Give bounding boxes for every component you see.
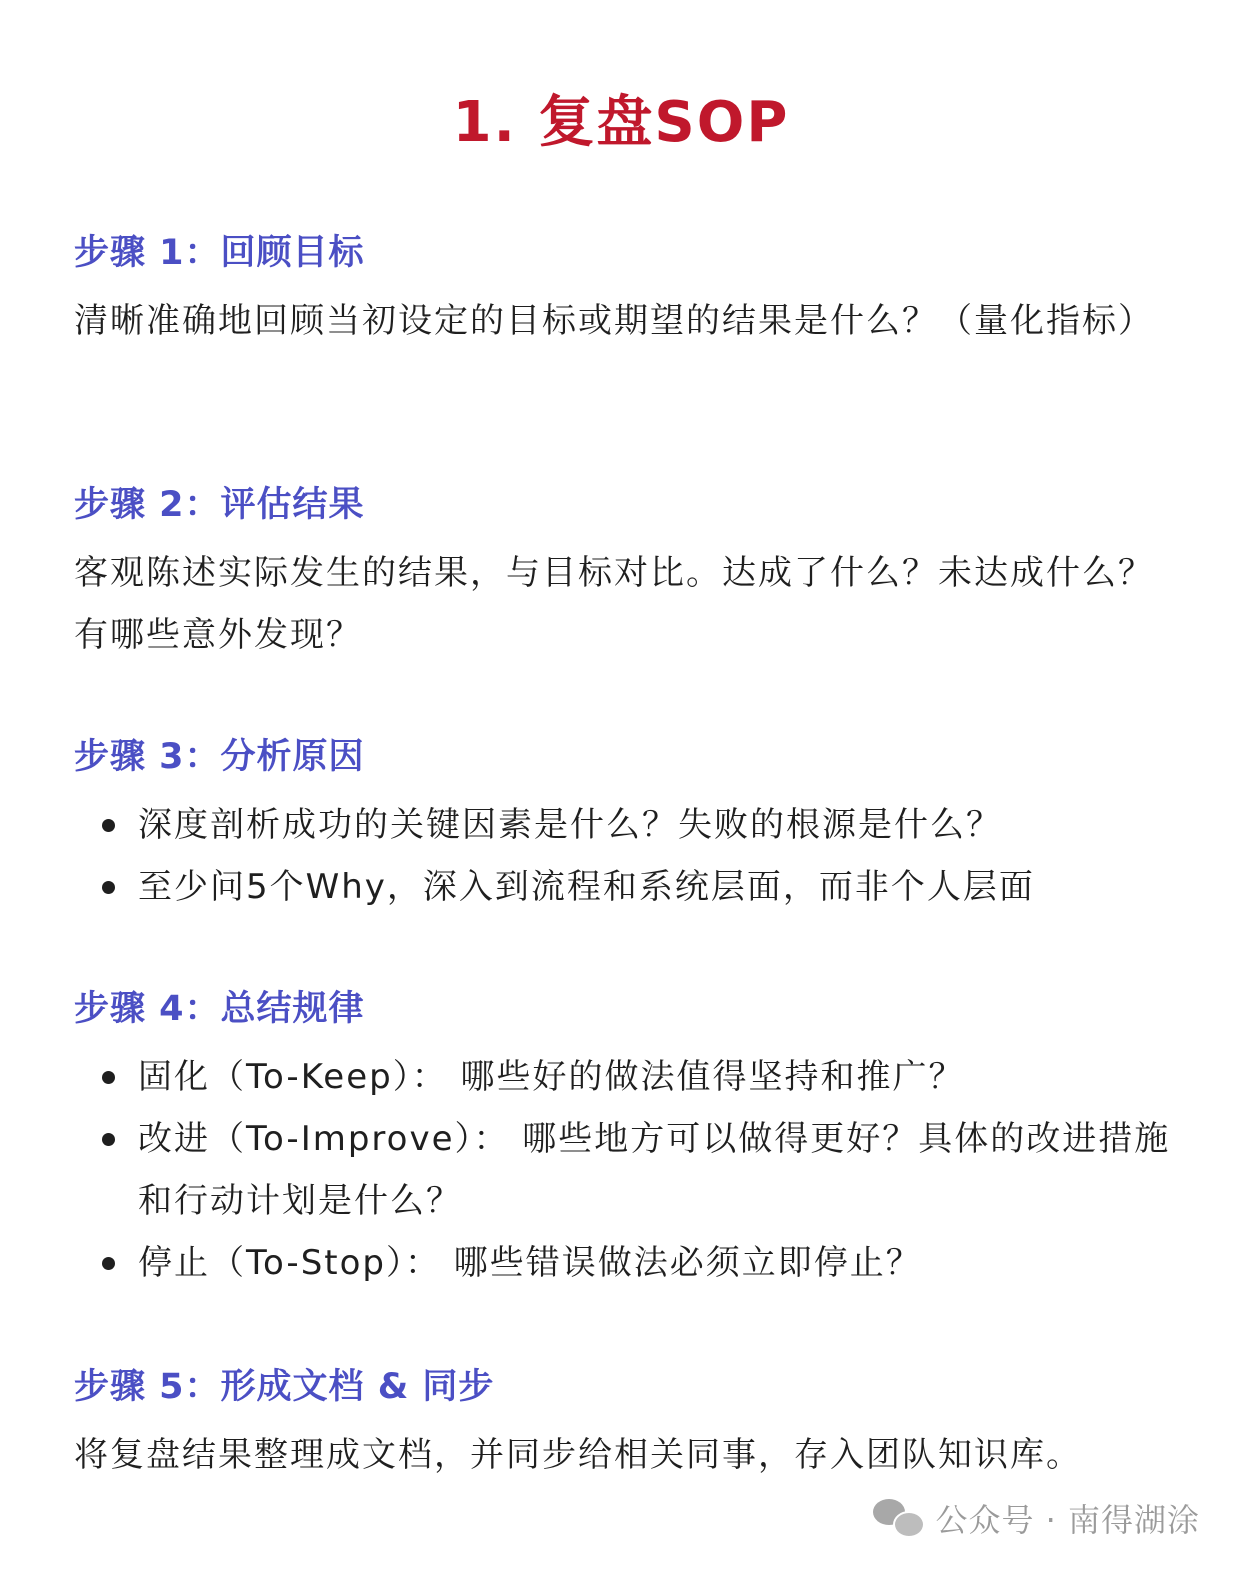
list-item [74, 856, 1174, 918]
list-item [74, 1046, 1174, 1108]
step-3-bullet-list [74, 794, 1174, 918]
list-item [74, 1108, 1174, 1232]
step-1-paragraph: 清晰准确地回顾当初设定的目标或期望的结果是什么？（量化指标） [74, 301, 1154, 341]
step-2-heading: 步骤 2：评估结果 [74, 485, 365, 525]
page-title: 1. 复盘SOP [452, 90, 790, 155]
list-item-text: 深度剖析成功的关键因素是什么？失败的根源是什么？ [138, 805, 1002, 845]
step-1-section [74, 228, 1174, 352]
step-2-paragraph: 客观陈述实际发生的结果，与目标对比。达成了什么？未达成什么？有哪些意外发现？ [74, 553, 1154, 655]
bullet-dot-icon [102, 881, 115, 894]
watermark-text: 公众号 · 南得湖涂 [935, 1501, 1200, 1539]
list-item [74, 1232, 1174, 1294]
step-4-section [74, 984, 1174, 1294]
watermark [873, 1495, 1200, 1541]
step-1-heading: 步骤 1：回顾目标 [74, 233, 365, 273]
step-5-paragraph: 将复盘结果整理成文档，并同步给相关同事，存入团队知识库。 [74, 1435, 1082, 1475]
step-4-heading: 步骤 4：总结规律 [74, 989, 365, 1029]
step-5-section [74, 1362, 1174, 1486]
bullet-dot-icon [102, 1133, 115, 1146]
list-item-text: 至少问5个Why，深入到流程和系统层面，而非个人层面 [138, 867, 1035, 907]
step-3-heading: 步骤 3：分析原因 [74, 737, 365, 777]
bullet-dot-icon [102, 1257, 115, 1270]
list-item-text: 改进（To-Improve）： 哪些地方可以做得更好？具体的改进措施和行动计划是什么？ [138, 1119, 1171, 1221]
step-5-heading: 步骤 5：形成文档 & 同步 [74, 1367, 495, 1407]
list-item [74, 794, 1174, 856]
wechat-icon [873, 1499, 923, 1537]
bullet-dot-icon [102, 819, 115, 832]
bullet-dot-icon [102, 1071, 115, 1084]
step-4-bullet-list [74, 1046, 1174, 1294]
step-2-section [74, 480, 1174, 666]
step-3-section [74, 732, 1174, 918]
list-item-text: 固化（To-Keep）： 哪些好的做法值得坚持和推广？ [138, 1057, 965, 1097]
list-item-text: 停止（To-Stop）： 哪些错误做法必须立即停止？ [138, 1243, 922, 1283]
